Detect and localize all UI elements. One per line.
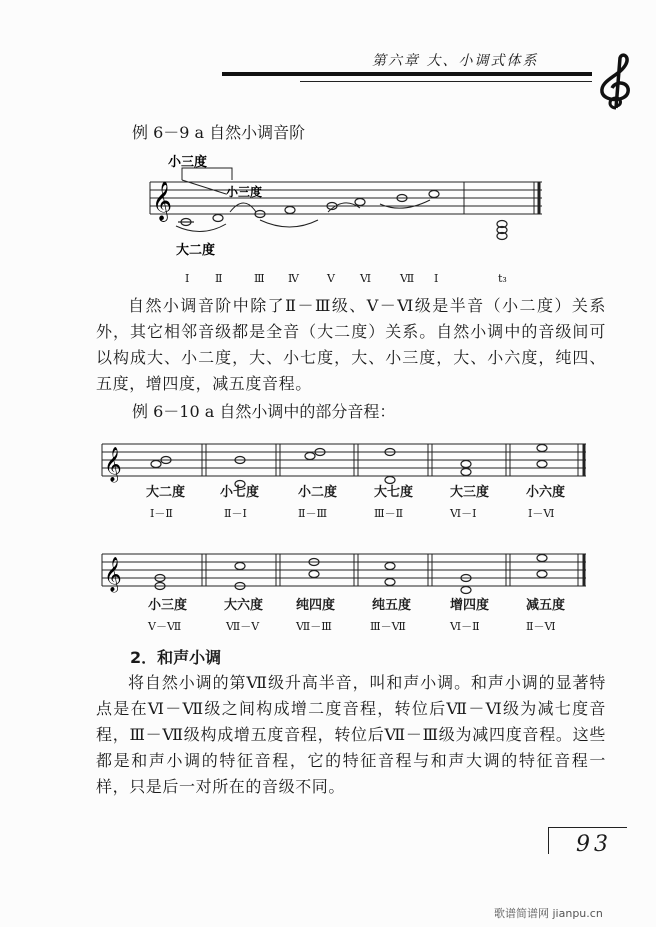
treble-clef-icon: 𝄞 xyxy=(152,181,173,221)
header-rule xyxy=(222,72,592,76)
interval-name: 大三度 xyxy=(450,485,490,500)
interval-name: 减五度 xyxy=(526,598,566,613)
interval-degrees: Ⅱ－Ⅵ xyxy=(526,620,556,633)
interval-degrees: Ⅲ－Ⅶ xyxy=(370,620,406,633)
interval-degrees: Ⅶ－Ⅴ xyxy=(226,620,260,633)
scale-degree: Ⅱ xyxy=(215,272,223,285)
interval-degrees: Ⅶ－Ⅲ xyxy=(296,620,332,633)
row-1-interval-names xyxy=(0,481,656,500)
page-number: 93 xyxy=(576,832,612,857)
scale-degree: Ⅰ xyxy=(185,272,190,285)
row-2-interval-degrees xyxy=(0,618,656,634)
row-2-interval-names xyxy=(0,594,656,613)
scale-degree: Ⅵ xyxy=(360,272,372,285)
paragraph-harmonic-minor: 将自然小调的第Ⅶ级升高半音，叫和声小调。和声小调的显著特点是在Ⅵ－Ⅶ级之间构成增二度音程，转位后Ⅶ－Ⅵ级为减七度音程，Ⅲ－Ⅶ级构成增五度音程，转位后Ⅶ－Ⅲ级为减四度音程。这些都是和声小调的特征音程，它的特征音程与和声大调的特征音程一样，只是后一对所在的音级不同。 xyxy=(96,673,606,796)
chapter-header: 第六章 大、小调式体系 xyxy=(372,53,539,69)
interval-degrees: Ⅱ－Ⅰ xyxy=(224,507,247,520)
minor-third-label: 小三度 xyxy=(168,155,208,170)
intervals-staff-row-2 xyxy=(98,542,592,602)
interval-name: 纯五度 xyxy=(372,598,412,613)
interval-degrees: Ⅰ－Ⅱ xyxy=(150,507,173,520)
watermark: 歌谱简谱网 jianpu.cn xyxy=(494,907,603,920)
minor-third-label-2: 小三度 xyxy=(226,185,263,199)
paragraph-natural-minor: 自然小调音阶中除了Ⅱ－Ⅲ级、Ⅴ－Ⅵ级是半音（小二度）关系外，其它相邻音级都是全音（大二度）关系。自然小调中的音级间可以构成大、小二度，大、小七度，大、小三度，大、小六度，纯四、五度，增四度，减五度音程。 xyxy=(96,296,606,393)
interval-name: 大二度 xyxy=(146,485,186,500)
example-6-10-title: 例 6－10 a 自然小调中的部分音程： xyxy=(132,402,396,421)
treble-clef-ornament-icon xyxy=(586,52,648,112)
interval-degrees: Ⅲ－Ⅱ xyxy=(374,507,404,520)
interval-name: 小六度 xyxy=(526,485,566,500)
interval-degrees: Ⅵ－Ⅰ xyxy=(450,507,477,520)
scale-degree: Ⅳ xyxy=(288,272,299,285)
section-title-harmonic-minor: 2．和声小调 xyxy=(130,648,222,667)
interval-name: 增四度 xyxy=(450,598,490,613)
treble-clef-icon: 𝄞 xyxy=(104,447,122,482)
scale-degree-row xyxy=(0,272,656,288)
scale-degree: Ⅰ xyxy=(434,272,439,285)
scale-degree: Ⅶ xyxy=(400,272,415,285)
interval-name: 小三度 xyxy=(148,598,188,613)
treble-clef-icon: 𝄞 xyxy=(104,557,122,592)
scale-degree: Ⅲ xyxy=(254,272,265,285)
interval-name: 小二度 xyxy=(298,485,338,500)
example-6-9-staff xyxy=(140,150,550,270)
major-second-label: 大二度 xyxy=(176,243,216,258)
scale-degree: Ⅴ xyxy=(327,272,335,285)
interval-degrees: Ⅱ－Ⅲ xyxy=(298,507,328,520)
interval-degrees: Ⅵ－Ⅱ xyxy=(450,620,480,633)
row-1-interval-degrees xyxy=(0,505,656,521)
example-6-9-title: 例 6－9 a 自然小调音阶 xyxy=(132,123,306,142)
interval-name: 大七度 xyxy=(374,485,414,500)
interval-name: 纯四度 xyxy=(296,598,336,613)
interval-name: 大六度 xyxy=(224,598,264,613)
scale-degree: t₃ xyxy=(498,272,507,285)
interval-degrees: Ⅰ－Ⅵ xyxy=(528,507,555,520)
interval-name: 小七度 xyxy=(220,485,260,500)
header-rule-thin xyxy=(300,81,592,82)
interval-degrees: Ⅴ－Ⅶ xyxy=(148,620,182,633)
